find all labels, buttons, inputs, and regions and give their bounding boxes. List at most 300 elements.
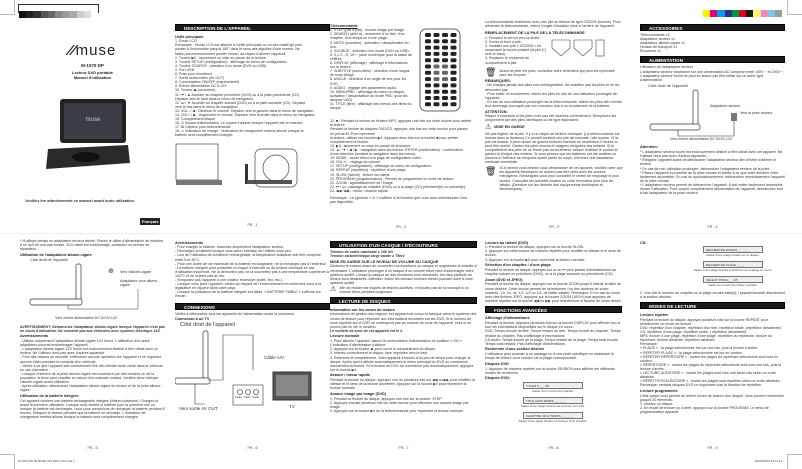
list-item: Déplace vers le haut dans le menu de navigation. [175,96,254,101]
list-item: 17. ⊠ Capteur pour télécommande [175,125,231,130]
remote-button [425,103,431,107]
subheading: Sélection d'un chapitre / d'une plage [485,263,551,268]
list-item: - L'adaptateur allume-cigare 12V fourni est exclusivement destiné à être utilisé avec ce lecteur. Ne l'utilisez donc pas avec d'autres appareils. [20,347,158,356]
warning-text: AVERTISSEMENT: Débranchez l'adaptateur allume-cigare lorsque l'appareil n'est pas en cours d'utilisation. Ne convient pas aux véhicules avec système électrique 24V. [20,324,165,333]
page-number: FR - 6 [247,446,258,451]
list-item: 5. Port USB [175,67,194,72]
search-display [485,397,622,412]
search-display-caption: Saisie d'un numéro de chapitre. [531,389,575,394]
cover-subtitle: Manuel d'utilisation [73,75,112,80]
remote-button [425,90,431,94]
battery-diagram [550,36,610,65]
list-item: 12. ⏭ / ▼ Accéder au chapitre suivant (DVD) ou à la piste suivante (CD). Déplace [175,100,306,105]
paragraph: Afin de réduire les risques de lésions auditives, n'écoutez pas de la musique à un volume élevé pendant longtemps. [339,285,469,295]
remark: Remarque : Le symbole « ⊘ » s'affiche si la fonction que vous avez sélectionnée n'est pas disponible. [330,195,467,205]
cover-subtitle: Lecteur DVD portable [72,70,113,75]
search-display-box: RECHERCHE PLAGE _:_ _ [703,261,763,268]
page-fr3 [485,20,623,230]
subheading: Avertissements [20,334,49,339]
list-item: - En cas de non-utilisation prolongée de la télécommande, retirez les piles afin d'éviter tout dommage provoqué par une corrosion due à un écoulement de la batterie. [485,99,622,108]
list-item: 2. SEARCH (aller à) : recherche d'un titre, d'un chapitre, d'un temps ou d'une plage. [330,32,405,41]
section-header: FONCTIONS AVANCÉES [485,306,622,313]
search-displays [485,382,622,427]
list-item: 2. Appuyez sur cette touche de manière répétée pour modifier la vitesse et le sens de lecture. [485,249,621,258]
paragraph: Informations de gestion des régions: cet appareil est conçu et fabriqué selon le système des zones de lecture pour répondre aux informations encodées sur les DVD. Si le numéro de zone imprimé sur le DVD ne correspond pas au numéro de zone de l'appareil, celui-ci ne pourra pas en lire le contenu. [330,312,477,329]
list-item: - Lorsque l'intérieur de la prise allume-cigare est encombré par des cendres ou de la poussière, la fiche peut chauffer en raison d'un mauvais contact. Veuillez donc nettoyer l'allume-cigare avant utilisation. [20,371,159,384]
list-item: DVD: répétition d'un chapitre, répétition d'un titre, répétition totale, (répétition désactivée). [640,325,783,330]
subheading: Lecture au ralenti (DVD) [485,240,529,245]
page-fr5 [20,239,165,451]
remote-button [425,71,431,75]
swatch [753,10,760,17]
list-item: Pendant la lecture de disques DVD/CD, appuyez une fois sur cette touche pour passer en pré-arrêt. Pour reprendre [330,127,468,136]
search-display-box: SÉLECT. PISTE _ _ /15 [703,276,763,283]
battery-steps [485,36,547,65]
color-calibration-bar [703,4,782,11]
page-number: FR - 4 [707,225,718,230]
remote-button [442,90,448,94]
remote-button [442,33,448,37]
subheading: Utilisation de l'adaptateur secteur [640,65,694,70]
list-item: - Pour charger la batterie, branchez simplement l'adaptateur secteur. [175,245,285,250]
figure-label: Vers entrée alimentation DC IN 9V-12V [55,315,118,320]
remote-button [451,77,457,81]
list-item: - Après utilisation, débranchez l'adaptateur allume-cigare du lecteur et de la prise allume-cigare. [20,384,162,393]
list-item: batterie sera complètement chargée. [175,133,234,138]
subheading: Lecture répétée [640,312,669,317]
subheading: Recherche d'une section désirée [485,347,545,352]
attention-list [640,150,785,195]
page-fr8 [485,239,622,451]
list-item: - Pour une durée de vie maximale de la batterie rechargeable, ne la rechargez pas à l'extérieur. [175,261,327,266]
list-item: - Lorsque vous jetez l'appareil, veillez au respect de l'environnement et conformez-vous à la législation en vigueur dans votre pays. [175,282,321,291]
subheading: Utilisation de la batterie intégrée [20,393,79,398]
step-list [485,245,622,261]
remote-button [425,46,431,50]
paragraph: Si à l'avenir vous désirez vous débarrasser de cet appareil, veuillez noter que les appareils électriques ne doivent pas être jetés avec les ordures ménagères. Renseignez-vous pour connaître le centre de recyclage le plus proche. Consultez les autorités locales ou votre revendeur pour plus de détails. (Directive sur les déchets des équipements électriques et électroniques). [499,166,623,191]
remote-button [442,52,448,56]
list-item: Remarque: certains disques DVD ne supportent pas la fonction de répétition. [640,383,763,388]
list-item: 9. AUDIO : réglage des paramètres audio. [330,85,397,90]
page-number: FR - 9 [707,446,718,451]
remote-button [434,71,440,75]
subheading: ATTENTION: [485,109,508,114]
search-display-box: TITLE 01/03 TEMPS _:_ _:_ _ [523,397,583,404]
print-footer: M-1070 DP IB MUSE 001 REV1 FR.indd 1 [18,459,75,463]
search-display [640,276,785,291]
swatch [775,10,782,17]
list-item: 6. Prise pour écouteurs [175,72,213,77]
search-display-box: CHAPITRE 01/13 TEMPS _:_ _:_ _ [523,412,583,419]
figure-label: Côté droit de l'appareil [648,82,688,88]
remote-button [434,65,440,69]
list-item: 15. Compartiment disque [175,117,216,122]
warnings-list [20,339,165,392]
figure-label: Vers entrée alimentation DC IN 9V-12V [670,136,733,141]
page-number: FR - 3 [549,225,559,230]
list-item: « RÉPÉTITION ALÉATOIRE » : toutes les plages sont répétées selon un ordre aléatoire. [640,379,781,384]
swatch [69,11,76,18]
remote-button [451,103,457,107]
search-display [640,261,785,276]
list-item: 2. Appuyez sur la touche ⏏ pour ouvrir le compartiment du disque. [330,347,437,352]
swatch [26,11,33,18]
subheading: REMARQUES: [485,78,511,83]
list-item: Pendant la lecture, appuyez plusieurs fois sur la touche DISPLAY pour afficher tour à tour les informations disponibles sur le disque en cours. [485,321,621,330]
crop-mark [0,454,15,469]
remote-button [442,77,448,81]
remote-button [434,84,440,88]
figure-label: Adaptateur secteur [710,103,741,108]
paragraph: Pendant la lecture du disque, appuyez une ou plusieurs fois sur ◀◀ ou ▶▶ pour modifier la vitesse et le sens de la lecture accélérée. Appuyez sur la touche ▶II pour reprendre la lecture normale. [330,378,475,391]
plug-label: Audio [235,395,242,399]
swatch [761,10,768,17]
list-item: 16. VOL+/- : réglage du volume. [330,160,382,165]
subheading: Utilisation de l'adaptateur allume-cigare [20,252,92,257]
search-display-caption: Saisie du numéro de fichier souhaité. [708,283,758,288]
repeat-modes-list [640,318,785,388]
list-item: 17. SETUP (configuration) : affichage du menu de configuration. [330,164,432,169]
brand-logo: ⁄⁄muse [68,42,117,59]
list-item: 9. Entrée alimentation DC 9-12V [175,84,227,89]
cover [55,42,130,80]
remote-button [425,33,431,37]
list-item: Housse de transport x1 [640,45,678,50]
crop-mark [787,0,802,15]
subheading: Télécommande [330,23,358,28]
list-item: 7. Sortie audio/vidéo (AV OUT) [175,76,225,81]
list-item: * En cas de non-utilisation prolongée, débranchez l'adaptateur secteur de la prise. [640,166,771,171]
hearing-warning-icon: ⚠ [330,285,337,293]
list-item: 10. MENU/PBC : affichage du menu du disque, activation / désactivation du mode PBC (pour les disques VCD). [330,89,408,102]
accessories-list [640,33,785,53]
paragraph: 2. Une fois le numéro de chapitre ou la plage horaire saisi(e), l'appareil accède directement à la section désirée. [640,291,785,300]
subheading: Lecture normale [330,334,360,339]
list-item: 3. Appuyez sur la touche ▶II de la télécommande pour reprendre la lecture normale. [330,409,464,414]
figure-label: Vers sortie AV OUT [179,405,218,411]
list-item: « RÉPÉTER RÉPERTOIRE » : toutes les plages du répertoire sélectionné sont lues en continu. [640,354,779,363]
remote-button [434,52,440,56]
figure-label: Adaptateur pour allume-cigare [120,278,159,287]
section-header: ALIMENTATION [640,56,785,63]
list-item: 11. TITLE (titre) : affichage des menus des titres du disque. [330,101,412,111]
page-divider [0,233,802,234]
page-number: FR - 7 [398,446,409,451]
plug-labels [235,396,259,399]
swatch [725,10,732,17]
paragraph: Cet appareil contient une batterie rechargeable intégrée (lithium polymère). Chargez-la avant la première utilisation. Lorsque vous utilisez la batterie pour la première fois ou lorsque la batterie est déchargée, nous vous conseillons de recharger la batterie pendant 8 heures. Eteignez le lecteur pendant que la batterie se recharge. L'indicateur de chargement restera allumé lorsque la batterie sera complètement chargée. [20,398,165,419]
section-header: DESCRIPTION DE L'APPAREIL [175,24,330,31]
grayscale-calibration-bar [18,4,99,13]
page-number: FR - 1 [247,223,258,228]
tv-connection-diagram [175,330,325,415]
search-display-caption: Saisie d'une plage horaire sur le disque. [706,253,760,258]
remote-button [434,58,440,62]
search-display-caption: Saisie d'une plage horaire sur la durée d'un titre. [520,404,586,409]
list-item: vers le bas dans le menu de navigation. [175,104,239,109]
list-item: - Veillez à ce que l'appareil soit correctement fixé afin d'éviter toute chute dans le véhicule en cas d'accident. [20,363,163,372]
remote-button [434,90,440,94]
list-item: Télécommande x1 [640,33,670,37]
swatch [710,10,717,17]
remote-button [442,96,448,100]
car-adapter-figure [20,258,165,324]
spec-text: Tension de sortie maximale ≤ 150 mV [330,250,394,254]
list-item: 20. PROGRAM (programmation) : Permet de programmer un ordre de lecture. [330,176,455,181]
remote-button [442,84,448,88]
remote-button [442,46,448,50]
list-item: 4. SOURCE : sélection d'un mode (DVD ou USB). [330,48,410,53]
subheading: Avance image par image (DVD) [330,392,386,397]
list-item: * L'adaptateur secteur fourni est exclusivement destiné à être utilisé avec cet appareil. Ne l'utilisez donc pas avec d'autres appareils. [640,150,783,159]
remote-button [442,65,448,69]
paragraph: Pendant la lecture du disque, appuyez sur la touche ZOOM jusqu'à obtenir la taille de zoom désirée. Cette touche permet de sélectionner l'un des facteurs de zoom suivants : 2x, 3x, 4x, 1/2, 1/3 ou 1/4, off (taille initiale). Remarque: Et en cas de zoom avec des fichiers JPEG, appuyez sur la touche ZOOM (100%) puis appuyez de manière répétée sur la touche ◀◀ ou ▶▶ pour sélectionner le facteur de zoom désiré. [485,282,622,303]
remote-button [451,58,457,62]
page-number: FR - 2 [396,225,406,230]
paragraph: Diminuez le volume avant de connecter vos écouteurs ou casque et augmentez-le ensuite si nécessaire. L'utilisation prolongée d'un casque à un volume élevé peut endommager votre système auditif. Lorsqu'un casque ou des écouteurs sont connectés, les haut-parleurs du lecteur sont désactivés. Attention: évitez les niveaux sonores élevés pouvant nuire à votre système auditif. [330,264,477,285]
search-display-caption: Saisie d'une plage horaire à l'intérieur d'un chapitre. [518,419,588,424]
swatch [77,11,84,18]
list-item: 12. ■ : Pendant la lecture de fichiers MP3, appuyez une fois sur cette touche pour arrêter la lecture. [330,119,472,128]
list-item: 1. STEP (pas à pas) : lecture image par image. [330,28,405,33]
spec-text: Tension caractéristique large bande ≥ 75mV [330,254,405,259]
cd-search-displays [640,246,785,291]
list-item: Adaptateur secteur x1 [640,37,676,42]
list-item: 2. Appuyez ensuite plusieurs fois sur cette touche pour effectuer une avance image par image. [330,400,469,410]
list-item: 3. Touche SETUP (configuration) : affichage du menu de configuration. [175,59,288,64]
info-list [485,321,622,346]
figure-label: Côté droit de l'appareil [30,257,68,262]
remote-button [451,46,457,50]
paragraph: L'utilisateur peut accéder à un passage ou à une piste spécifique en saisissant le temps de lecture ou le numéro de la plage correspondant. [485,352,614,361]
subheading: MISE EN GARDE SUR LE NIVEAU DE VOLUME DU CASQUE [330,259,439,264]
list-item: 8. ANGLE : sélection d'un angle de vue pour les DVD. [330,77,407,86]
list-item: 7. SUBTITLE (sous-titres) : sélection d'une langue de sous-titrage. [330,69,410,78]
remote-button [451,84,457,88]
remote-button [451,71,457,75]
list-item: « PLAGE » : la plage sélectionnée est lue une fois, puis la lecture s'arrête. [640,346,758,351]
list-item: - Lors de l'utilisation de la batterie rechargeable, la température ambiante doit être comprise entre 5 et 35°C. [175,253,321,262]
unit-diagram [175,142,330,195]
swatch [768,10,775,17]
list-item: 13. VOL- / ◀ : Diminuer le volume. Déplace vers la gauche dans le menu de navigation. [175,108,315,113]
remote-button [451,90,457,94]
list-item: * Éteignez l'appareil avant de débrancher l'adaptateur secteur afin d'éviter d'abîmer le lecteur. [640,158,776,167]
page-fr9 [640,239,785,451]
figure-label: Vers la prise secteur [740,110,773,115]
list-item: - N'exposez pas l'appareil à une chaleur excessive (soleil, feu, etc.). [175,278,283,283]
remote-button [442,71,448,75]
list-item: 1. Écran LCD [175,39,197,44]
subheading: Avance / retour rapide [330,373,370,378]
swatch [62,11,69,18]
brand-name: muse [75,42,117,59]
subheading: Disques DVD: [485,376,511,381]
list-item: 14. ▲ / ▼ / ◀ / ▶ : navigation dans les menus. ENTER (confirmation) : confirmation d'une sélection pendant la navigation dans les menus. [330,147,463,157]
list-item: - Pour des raisons de sécurité, n'effectuez aucune opération sur l'appareil et ne regardez aucune vidéo pendant la conduite d'un véhicule. [20,355,162,364]
remote-button [425,58,431,62]
battery-warnings [175,245,330,298]
list-item: Écouteurs x1 [640,49,661,54]
search-display [485,412,622,427]
list-item: 4. Replacez le couvercle du compartiment à pile. [485,56,530,65]
step-list [330,397,477,413]
subheading: Unité principale [175,34,204,39]
list-item: CD audio: Temps écoulé de la plage, Temps restant de la plage, Temps total écoulé, Temps total restant, Pas d'affichage d'informations. [485,337,619,346]
list-item: - Lorsque la puissance de la batterie intégrée est faible, « BATTERIE FAIBLE » s'affiche sur l'écran. [175,290,321,299]
page-fr1 [175,22,330,228]
paragraph: Avant de jeter les piles, consultez votre revendeur qui peut les reprendre pour les recycler. [499,68,615,78]
list-item: la lecture, utilisez les touches ▶II. Appuyez deux fois sur la touche ■ pour arrêter complètement la lecture. [330,135,459,144]
model-name: M-1070 DP [81,63,104,68]
remote-button [451,52,457,56]
parts-list [175,39,330,137]
list-item: faites pas excessivement pivoter l'écran, au risque d'abîmer l'appareil. [175,51,287,56]
list-item: 2. Sortez le tiroir à pile. [485,40,522,45]
list-item: 22. ⏮ / ⏭ : passage au chapitre (DVD) ou à la plage (CD) précédent(e) ou suivant(e). [330,184,467,189]
list-item: 2. En mode de lecture ou d'arrêt, appuyez sur la touche PROGRAM. Le menu de programmation apparaît. [640,405,769,415]
program-steps [640,394,785,414]
plug-label: Audio [252,395,259,399]
list-item: 13. ▶II : lancement ou mise en pause de la lecture. [330,143,412,148]
remote-button [425,77,431,81]
remote-button [442,103,448,107]
swatch [91,11,98,18]
ac-adapter-figure [640,84,785,144]
list-item: 3. MUTE (sourdine) : activation / désactivation du son. [330,40,409,49]
remote-button [451,33,457,37]
list-item: - Ne chargez jamais des piles non rechargeables. Ne chauffez pas les piles et ne les démontez pas. [485,83,620,92]
figure-label: Vers l'allume-cigare [120,269,152,274]
swatch [84,11,91,18]
remote-button [451,65,457,69]
list-item: 1. Pendant la lecture du disque, appuyez une fois sur la touche: STEP. [330,396,443,401]
list-item: « RÉPERTOIRE » : toutes les plages du répertoire sélectionné sont lues une fois, puis la lecture s'arrête. [640,362,782,371]
print-footer: 03/05/2018 10:11:14 [755,459,783,463]
list-item: 19. SLOW (ralenti) : lecture au ralenti. [330,172,391,177]
list-item: - Pour éviter un écoulement, retirez les piles en cas de non-utilisation prolongée de l'appareil. [485,91,617,100]
search-display-box: RECHERCHE DISQUE _:_ _:_ _ [703,246,763,253]
dvd-player-image [38,97,133,182]
paragraph: Risque d'explosion si les piles n'ont pas été insérées correctement. Remplacez les uniquement par des piles identiques ou de type équivalent. [485,114,617,123]
list-item: Adaptateur allume-cigare x1 [640,41,685,46]
remarks-list [485,83,623,108]
swatch [703,10,710,17]
list-item: 5. 0,1,2....9, 10+ : pavé numérique pour la saisie de chiffres. [330,52,413,61]
remote-button [425,40,431,44]
page-number: FR - 8 [548,446,559,451]
section-header: LECTURE DE DISQUES [330,297,477,304]
swatch [33,11,40,18]
list-item: 21. ZOOM : agrandissement de l'image. [330,180,394,185]
swatch [732,10,739,17]
subheading: Information sur les zones de lecture [330,307,395,312]
remote-button [434,103,440,107]
subheading: Avertissements [175,240,204,245]
remote-button [442,40,448,44]
list-item: - Rechargez la batterie lorsque vous avez l'intention de l'utiliser sous peu. [175,249,292,254]
list-item: DVD: Temps écoulé du titre, Temps restant du titre, Temps écoulé du chapitre, Temps restant du chapitre, Pas d'affichage d'informations. [485,329,621,338]
list-item: 18. ▭ Indicateur de charge : l'indicateur de chargement restera allumé lorsque la [175,129,304,134]
crop-mark [787,454,802,469]
list-item: « RÉPÉTER PLAGE » : la plage sélectionnée est lue en continu. [640,350,743,355]
list-item: 8. Commutateur ON/OFF (marche/arrêt) [175,80,240,85]
list-item: - Utilisez uniquement l'adaptateur allume-cigare 12V fourni. L'utilisation d'un autre adaptateur pourrait endommager l'appareil. [20,339,150,348]
section-header: ACCESSOIRES [640,24,785,31]
remote-button [425,84,431,88]
swatch [48,11,55,18]
remote-button [425,65,431,69]
svg-text:muse: muse [85,117,101,123]
section-header: UTILISATION D'UN CASQUE / D'ÉCOUTEURS [330,241,477,248]
list-item: * Placez l'appareil à proximité de la prise murale et veillez à ce que cette dernière reste facilement accessible. En cas de dysfonctionnement, débranchez immédiatement l'appareil de la prise murale. [640,170,785,183]
subheading: Attention: [640,145,658,150]
list-item: * L'adaptateur secteur permet de débrancher l'appareil. Il doit rester facilement accessible durant l'utilisation. Pour couper complètement l'alimentation de l'appareil, débranchez tout à fait l'adaptateur de la prise secteur. [640,182,783,196]
recycle-bin-icon: 🗑 [485,66,497,77]
list-item: pivoter à l'horizontale jusqu'à 180° dans le sens des aiguilles d'une montre. Ne [175,47,300,52]
list-item: Cette option vous permet de définir l'ordre de lecture d'un disque. Vous pourrez mémoriser jusqu'à 20 éléments. [640,393,785,402]
list-item: 15. MODE : accès direct à la page de configuration vidéo. [330,156,422,161]
plug-label: Vidéo [243,395,251,399]
subheading: Zoom (DVD et JPEG) [485,277,523,282]
list-item: 1. Pour allumer l'appareil, placez le commutateur d'alimentation en position « ON ». L'indicateur d'alimentation s'allume. [330,339,463,348]
subheading: Lecture programmée [640,388,678,393]
list-item: 1. Insérez un disque. [640,401,674,406]
tv-connection-figure [175,322,330,418]
remote-list-continued [330,119,472,193]
subheading: CD: [640,240,647,245]
list-item: 14. VOL+ / ▶ : Augmenter le volume. Déplace vers la droite dans le menu de navigation. [175,112,316,117]
figure-label: Câble A/V [264,354,285,360]
swatch [746,10,753,17]
paragraph: * N'utilisez jamais un adaptateur secteur abîmé. Placez le câble d'alimentation de manière à ce qu'il ne soit pas écrasé. Si le câble est endommagé, contactez un service de réparation. [20,239,164,252]
list-item: 2. Touche ▶II : lancement ou mise en pause de la lecture. [175,55,267,60]
search-display-caption: Saisie d'une plage horaire à l'intérieur de la plage en cours. [693,268,773,273]
remote-button [434,40,440,44]
page-fr2 [330,22,472,230]
paragraph: La télécommande fonctionne avec une pile au lithium de type CR2025 (fournie). Pour alimenter la télécommande, retirez l'onglet d'isolation situé à l'arrière de l'appareil. [485,20,621,29]
list-item: 23. ◀◀ / ▶▶ : retour / avance rapide. [330,188,389,193]
page-fr4 [640,22,785,230]
subheading: Affichage d'informations [485,316,530,321]
swatch [739,10,746,17]
search-display [640,246,785,261]
list-item: - La batterie intégrée peut présenter un risque d'incendie ou de brûlure chimique en cas d'utilisation incorrecte. Ne la démontez pas, ne la soumettez pas à une température supérieure à 100°C et ne la jetez pas au feu. [175,265,329,278]
list-item: 18. REPEAT (répétition) : répétition d'une plage. [330,168,407,173]
list-item: 16. ⏻ Voyant d'alimentation. Le voyant s'allume lorsque l'appareil est en marche. [175,121,304,126]
remote-button [451,96,457,100]
paragraph: 1. Appuyez de manière répétée sur la touche SEARCH pour afficher les différents modes de recherche. [485,366,615,375]
remote-button [434,33,440,37]
list-item: 1. Poussez le verrou vers la droite. [485,35,541,40]
paragraph: Ne pas ingérer de la pile. Il y a un risque de brûlure chimique. (La télécommande est incluse dans la livraison) Ce produit contient une pile de monnaie / pile bouton. Si la pile est avalée, il peut causer de graves brûlures internes en seulement 2 heures et peut être mortel. Gardez les piles neuves et usagées éloignées des enfants. Si le compartiment des piles ne se ferme pas correctement, cessez d'utiliser le produit et gardez-le éloigné des enfants. Si vous pensez que les batteries ont été avalées ou placées à l'intérieur de n'importe quelle partie du corps, cherchez une assistance médicale immédiate. [485,131,620,165]
list-item: 1. Pendant la lecture du disque, appuyez sur la touche SLOW. [485,245,585,250]
list-item: Remarque : l'écran LCD est attaché à l'unité principale ou un axe rotatif qui peut [175,43,303,48]
paragraph: L'adaptateur secteur fonctionne sur une alimentation AC comprise entre 100V ~ et 240V ~. L'adaptateur secteur fourni ne peut en aucun cas être utilisé sur un autre type d'alimentation. [640,69,785,82]
section-header: CONNEXIONS [175,303,330,310]
figure-label: TV [289,403,295,409]
paragraph: Veillez à débrancher tous les appareils de l'alimentation avant la connexion. [175,311,296,316]
remote-button [434,96,440,100]
swatch [717,10,724,17]
page-fr7 [330,239,477,451]
list-item: Pendant la lecture du disque, appuyez plusieurs fois sur la touche REPEAT pour sélectionner un mode de lecture : [640,317,768,326]
swatch [19,11,26,18]
list-item: 3. Insérez correctement le disque, face imprimée vers le haut. [330,351,429,356]
page-number: FR - 5 [87,446,98,451]
list-item: 3. Appuyez sur la touche ▶II pour reprendre la lecture normale. [485,257,586,262]
region-text: Le numéro de zone de cet appareil est le 2. [330,328,404,333]
